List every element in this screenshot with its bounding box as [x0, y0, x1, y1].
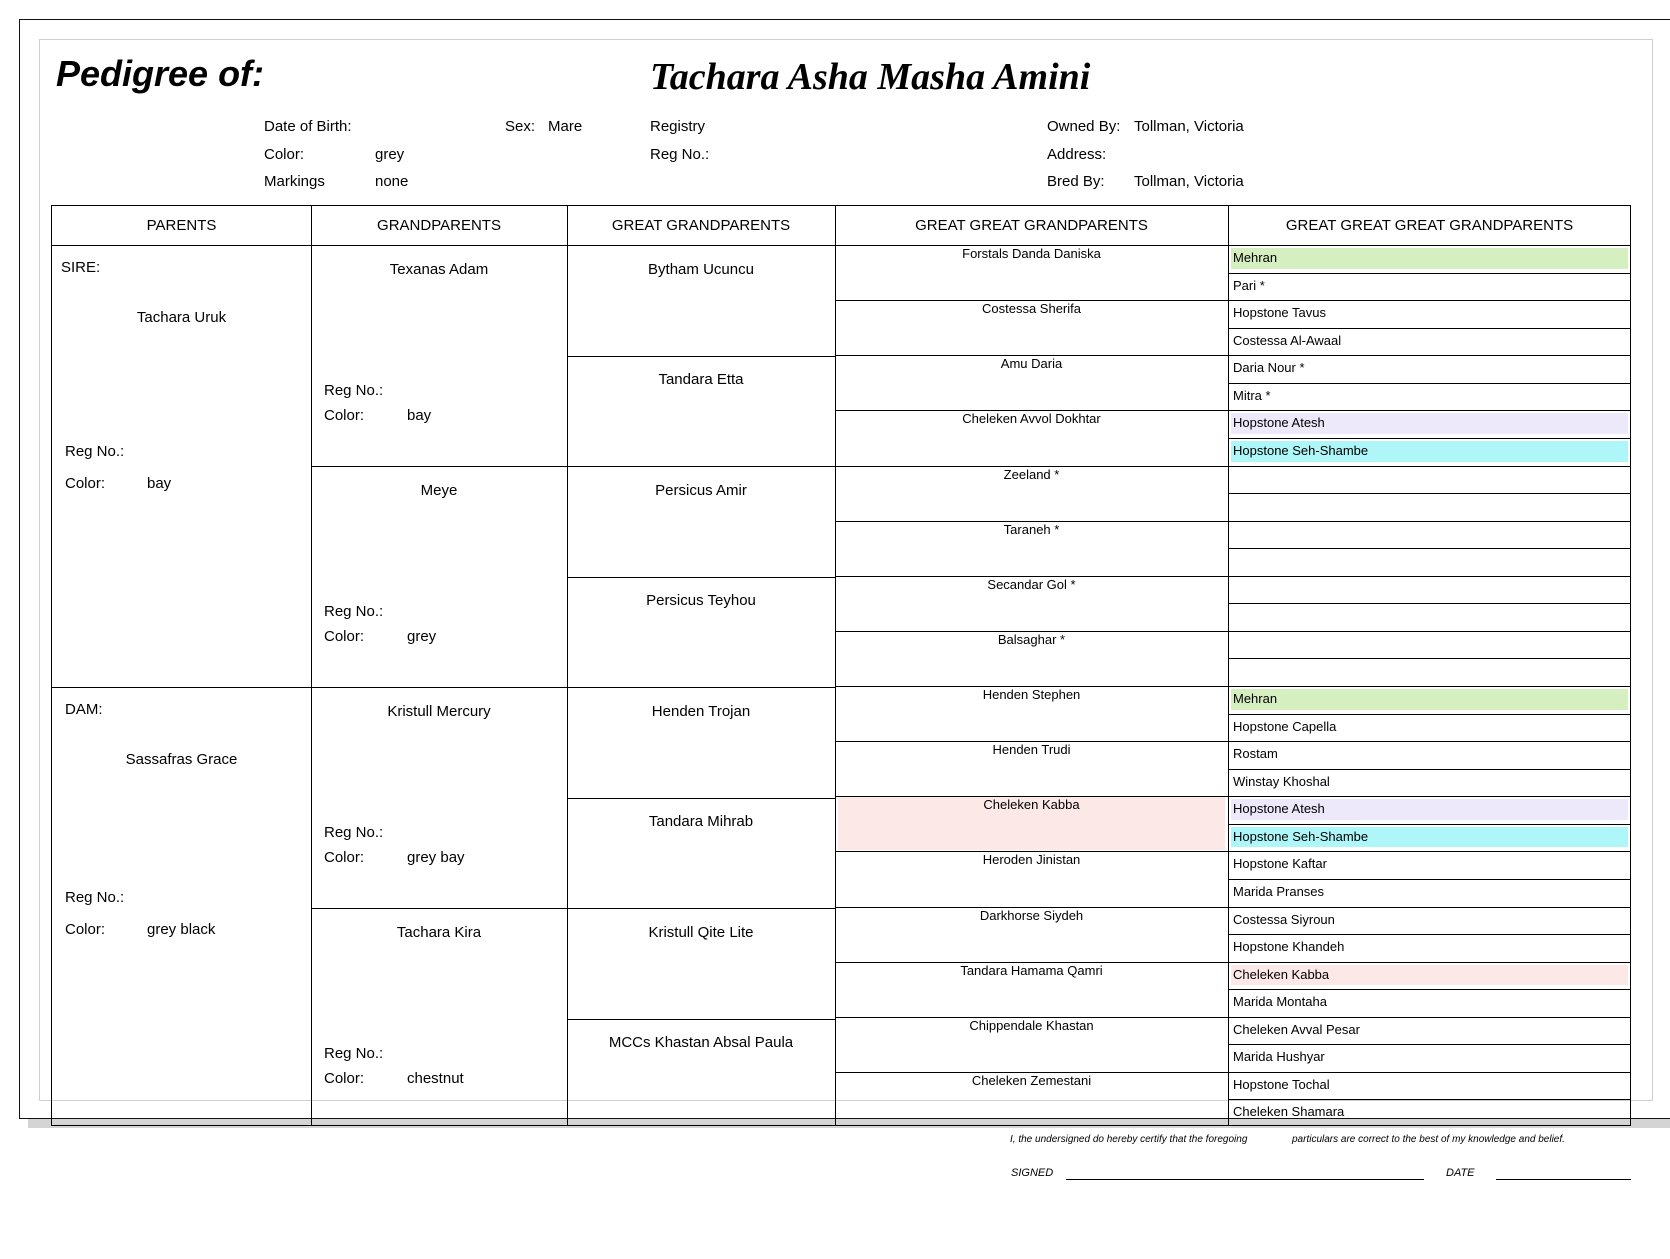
- grandparent-color-label: Color:: [324, 407, 365, 424]
- ggg-divider: [1228, 410, 1631, 411]
- great-great-great-grandparent-cell: [1228, 714, 1631, 742]
- ggg-divider: [1228, 1044, 1631, 1045]
- ggg-divider: [1228, 796, 1631, 797]
- gg-divider: [835, 962, 1228, 963]
- gg-divider: [835, 355, 1228, 356]
- ggg-divider: [1228, 962, 1631, 963]
- great-great-great-grandparent-name: Mehran: [1233, 691, 1278, 706]
- great-great-great-grandparent-cell: [1228, 300, 1631, 328]
- certification-text-part2: particulars are correct to the best of my knowledge and belief.: [1292, 1134, 1565, 1145]
- great-great-great-grandparent-name: Rostam: [1233, 746, 1278, 762]
- gg-divider: [835, 576, 1228, 577]
- bred-by-value: Tollman, Victoria: [1134, 173, 1244, 190]
- great-great-great-grandparent-name: Costessa Siyroun: [1233, 911, 1335, 927]
- great-great-great-grandparent-cell: [1228, 493, 1631, 521]
- sire-color-label: Color:: [65, 475, 106, 492]
- great-great-great-grandparent-cell: [1228, 796, 1631, 824]
- highlight-fill: [1231, 689, 1628, 710]
- gp-divider: [311, 466, 567, 467]
- great-great-grandparent-name: Secandar Gol *: [987, 576, 1076, 592]
- regno-label: Reg No.:: [650, 146, 710, 163]
- ggg-divider: [1228, 466, 1631, 467]
- ggp-divider: [567, 577, 835, 578]
- ggg-divider: [1228, 273, 1631, 274]
- gg-divider: [835, 907, 1228, 908]
- parent-divider: [52, 687, 311, 688]
- col-divider: [311, 206, 312, 1125]
- ggg-divider: [1228, 658, 1631, 659]
- great-great-great-grandparent-name: Mitra *: [1233, 387, 1271, 403]
- gp-divider: [311, 908, 567, 909]
- grandparent-name: Kristull Mercury: [387, 703, 491, 720]
- ggg-divider: [1228, 769, 1631, 770]
- ggg-divider: [1228, 603, 1631, 604]
- great-great-great-grandparent-name: Hopstone Atesh: [1233, 415, 1325, 431]
- gg-divider: [835, 796, 1228, 797]
- gg-divider: [835, 521, 1228, 522]
- great-great-great-grandparent-cell: [1228, 466, 1631, 494]
- great-great-grandparent-cell: [835, 521, 1228, 576]
- great-great-grandparent-cell: [835, 576, 1228, 631]
- great-great-great-grandparent-name: Cheleken Shamara: [1233, 1104, 1345, 1120]
- dam-color-value: grey black: [147, 921, 216, 938]
- great-great-grandparent-name: Chippendale Khastan: [969, 1017, 1094, 1033]
- pedigree-grid: [51, 205, 1631, 1126]
- great-grandparent-name: Henden Trojan: [651, 703, 751, 720]
- great-great-grandparent-cell: [835, 466, 1228, 521]
- dam-role-label: DAM:: [65, 701, 103, 718]
- great-great-great-grandparent-name: Daria Nour *: [1233, 360, 1305, 376]
- great-great-great-grandparent-cell: [1228, 383, 1631, 411]
- great-great-great-grandparent-name: Marida Pranses: [1233, 883, 1325, 899]
- great-great-great-grandparent-cell: [1228, 1072, 1631, 1100]
- ggg-divider: [1228, 989, 1631, 990]
- great-great-great-grandparent-name: Cheleken Kabba: [1233, 966, 1330, 982]
- great-great-grandparent-name: Balsaghar *: [997, 631, 1066, 647]
- great-great-great-grandparent-cell: [1228, 438, 1631, 466]
- great-great-great-grandparent-cell: [1228, 576, 1631, 604]
- ggp-divider: [567, 687, 835, 688]
- grandparent-color-label: Color:: [324, 1070, 365, 1087]
- ggg-divider: [1228, 851, 1631, 852]
- great-great-great-grandparent-name: Pari *: [1233, 277, 1265, 293]
- grandparent-regno-label: Reg No.:: [324, 1045, 384, 1062]
- dam-regno-label: Reg No.:: [65, 889, 125, 906]
- great-great-great-grandparent-cell: [1228, 1099, 1631, 1127]
- great-great-great-grandparent-name: Hopstone Khandeh: [1233, 939, 1345, 955]
- great-great-grandparent-cell: [835, 962, 1228, 1017]
- gg-divider: [835, 686, 1228, 687]
- sex-value: Mare: [548, 118, 583, 135]
- great-great-grandparent-name: Heroden Jinistan: [982, 852, 1081, 868]
- gg-divider: [835, 631, 1228, 632]
- dam-color-label: Color:: [65, 921, 106, 938]
- grandparent-name: Texanas Adam: [389, 261, 489, 278]
- great-grandparent-name: Tandara Etta: [658, 371, 744, 388]
- great-great-grandparent-name: Henden Stephen: [982, 687, 1081, 702]
- great-great-grandparent-name: Forstals Danda Daniska: [962, 246, 1101, 261]
- great-great-great-grandparent-cell: [1228, 851, 1631, 879]
- great-great-grandparent-cell: [835, 631, 1228, 686]
- gg-divider: [835, 410, 1228, 411]
- great-great-grandparent-name: Cheleken Avvol Dokhtar: [962, 411, 1101, 427]
- grandparent-regno-label: Reg No.:: [324, 382, 384, 399]
- great-great-grandparent-name: Taraneh *: [1003, 521, 1060, 537]
- great-great-great-grandparent-name: Hopstone Seh-Shambe: [1233, 442, 1369, 458]
- great-great-grandparent-name: Darkhorse Siydeh: [979, 907, 1084, 923]
- ggg-divider: [1228, 438, 1631, 439]
- ggg-divider: [1228, 631, 1631, 632]
- certification-text-part1: I, the undersigned do hereby certify that the foregoing: [1010, 1134, 1248, 1145]
- great-great-grandparent-cell: [835, 1072, 1228, 1127]
- great-great-great-grandparent-cell: [1228, 328, 1631, 356]
- great-great-grandparent-name: Zeeland *: [1003, 466, 1060, 482]
- great-great-grandparent-cell: [835, 1017, 1228, 1072]
- col-header-grandparents: GRANDPARENTS: [377, 217, 501, 234]
- great-great-grandparent-cell: [835, 796, 1228, 851]
- sire-name: Tachara Uruk: [136, 309, 227, 326]
- grandparent-color-value: grey bay: [407, 849, 465, 866]
- great-great-grandparent-name: Henden Trudi: [992, 742, 1071, 758]
- signed-label: SIGNED: [1011, 1167, 1054, 1179]
- signature-line[interactable]: [1066, 1179, 1424, 1180]
- horse-name: Tachara Asha Masha Amini: [650, 56, 1091, 98]
- ggp-divider: [567, 908, 835, 909]
- sire-regno-label: Reg No.:: [65, 443, 125, 460]
- date-label: DATE: [1446, 1167, 1475, 1179]
- great-great-great-grandparent-cell: [1228, 962, 1631, 990]
- ggg-divider: [1228, 300, 1631, 301]
- ggg-divider: [1228, 328, 1631, 329]
- great-great-great-grandparent-cell: [1228, 741, 1631, 769]
- gg-divider: [835, 851, 1228, 852]
- col-header-parents: PARENTS: [146, 217, 217, 234]
- col-header-great-grandparents: GREAT GRANDPARENTS: [611, 217, 791, 234]
- great-great-grandparent-name: Cheleken Kabba: [983, 797, 1080, 813]
- grandparent-color-value: chestnut: [407, 1070, 464, 1087]
- ggg-divider: [1228, 355, 1631, 356]
- great-great-great-grandparent-cell: [1228, 603, 1631, 631]
- color-label: Color:: [264, 146, 305, 163]
- great-great-grandparent-cell: [835, 410, 1228, 465]
- grandparent-name: Meye: [420, 482, 458, 499]
- grandparent-color-label: Color:: [324, 849, 365, 866]
- title-label: Pedigree of:: [56, 53, 265, 94]
- great-great-great-grandparent-cell: [1228, 1017, 1631, 1045]
- great-great-grandparent-cell: [835, 907, 1228, 962]
- ggg-divider: [1228, 907, 1631, 908]
- grandparent-color-label: Color:: [324, 628, 365, 645]
- great-great-great-grandparent-cell: [1228, 686, 1631, 714]
- grandparent-name: Tachara Kira: [396, 924, 482, 941]
- ggg-divider: [1228, 548, 1631, 549]
- great-great-great-grandparent-name: Hopstone Capella: [1233, 718, 1337, 734]
- great-great-great-grandparent-cell: [1228, 410, 1631, 438]
- ggg-divider: [1228, 383, 1631, 384]
- great-grandparent-name: Persicus Teyhou: [646, 592, 756, 609]
- address-label: Address:: [1047, 146, 1107, 163]
- great-great-great-grandparent-name: Hopstone Tavus: [1233, 305, 1326, 321]
- col-divider: [567, 206, 568, 1125]
- great-great-great-grandparent-name: Hopstone Seh-Shambe: [1233, 828, 1369, 844]
- great-great-great-grandparent-cell: [1228, 824, 1631, 852]
- date-line[interactable]: [1496, 1179, 1631, 1180]
- great-great-grandparent-name: Costessa Sherifa: [982, 301, 1081, 317]
- sire-role-label: SIRE:: [61, 259, 101, 276]
- gg-divider: [835, 1017, 1228, 1018]
- great-great-great-grandparent-name: Hopstone Tochal: [1233, 1076, 1330, 1092]
- gg-divider: [835, 1072, 1228, 1073]
- ggp-divider: [567, 356, 835, 357]
- great-grandparent-name: Kristull Qite Lite: [648, 924, 754, 941]
- sex-label: Sex:: [505, 118, 536, 135]
- great-great-great-grandparent-cell: [1228, 548, 1631, 576]
- great-great-grandparent-cell: [835, 686, 1228, 741]
- great-great-great-grandparent-name: Hopstone Kaftar: [1233, 856, 1327, 872]
- dob-label: Date of Birth:: [264, 118, 352, 135]
- ggp-divider: [567, 798, 835, 799]
- ggg-divider: [1228, 1099, 1631, 1100]
- ggp-divider: [567, 466, 835, 467]
- grandparent-color-value: bay: [407, 407, 432, 424]
- great-grandparent-name: Tandara Mihrab: [648, 813, 754, 830]
- col-header-great-great-great-grandparents: GREAT GREAT GREAT GRANDPARENTS: [1285, 217, 1574, 234]
- great-great-great-grandparent-name: Hopstone Atesh: [1233, 801, 1325, 817]
- markings-label: Markings: [264, 173, 325, 190]
- registry-label: Registry: [650, 118, 706, 135]
- great-great-great-grandparent-cell: [1228, 989, 1631, 1017]
- great-great-great-grandparent-name: Winstay Khoshal: [1233, 773, 1330, 789]
- ggg-divider: [1228, 879, 1631, 880]
- ggg-divider: [1228, 1072, 1631, 1073]
- great-great-great-grandparent-cell: [1228, 1044, 1631, 1072]
- ggg-divider: [1228, 493, 1631, 494]
- great-great-grandparent-name: Amu Daria: [1000, 356, 1063, 372]
- ggg-divider: [1228, 824, 1631, 825]
- bred-by-label: Bred By:: [1047, 173, 1105, 190]
- great-great-great-grandparent-name: Costessa Al-Awaal: [1233, 332, 1342, 348]
- great-great-great-grandparent-cell: [1228, 879, 1631, 907]
- highlight-fill: [1231, 248, 1628, 269]
- ggg-divider: [1228, 1017, 1631, 1018]
- great-great-great-grandparent-cell: [1228, 934, 1631, 962]
- dam-name: Sassafras Grace: [125, 751, 238, 768]
- ggg-divider: [1228, 741, 1631, 742]
- great-great-grandparent-cell: [835, 851, 1228, 906]
- ggg-divider: [1228, 934, 1631, 935]
- great-great-great-grandparent-name: Marida Montaha: [1233, 994, 1327, 1010]
- great-great-great-grandparent-cell: [1228, 245, 1631, 273]
- col-header-great-great-grandparents: GREAT GREAT GRANDPARENTS: [915, 217, 1148, 234]
- gg-divider: [835, 300, 1228, 301]
- great-great-great-grandparent-name: Marida Hushyar: [1233, 1049, 1325, 1065]
- ggg-divider: [1228, 521, 1631, 522]
- great-great-great-grandparent-cell: [1228, 658, 1631, 686]
- ggg-divider: [1228, 576, 1631, 577]
- great-great-great-grandparent-cell: [1228, 273, 1631, 301]
- grandparent-color-value: grey: [407, 628, 437, 645]
- owned-by-value: Tollman, Victoria: [1134, 118, 1244, 135]
- color-value: grey: [375, 146, 405, 163]
- ggg-divider: [1228, 686, 1631, 687]
- owned-by-label: Owned By:: [1047, 118, 1121, 135]
- sire-color-value: bay: [147, 475, 172, 492]
- great-grandparent-name: Bytham Ucuncu: [648, 261, 754, 278]
- great-grandparent-name: MCCs Khastan Absal Paula: [608, 1034, 794, 1051]
- grandparent-regno-label: Reg No.:: [324, 824, 384, 841]
- great-great-great-grandparent-cell: [1228, 631, 1631, 659]
- great-great-grandparent-cell: [835, 355, 1228, 410]
- great-great-great-grandparent-cell: [1228, 355, 1631, 383]
- great-great-great-grandparent-cell: [1228, 521, 1631, 549]
- gp-divider: [311, 687, 567, 688]
- great-great-grandparent-name: Tandara Hamama Qamri: [960, 962, 1103, 978]
- great-great-great-grandparent-cell: [1228, 907, 1631, 935]
- great-great-great-grandparent-cell: [1228, 769, 1631, 797]
- great-great-grandparent-cell: [835, 245, 1228, 300]
- ggp-divider: [567, 1019, 835, 1020]
- great-great-great-grandparent-name: Cheleken Avval Pesar: [1233, 1021, 1360, 1037]
- gg-divider: [835, 741, 1228, 742]
- grandparent-regno-label: Reg No.:: [324, 603, 384, 620]
- great-great-great-grandparent-name: Mehran: [1233, 250, 1278, 265]
- ggg-divider: [1228, 714, 1631, 715]
- great-great-grandparent-cell: [835, 300, 1228, 355]
- great-grandparent-name: Persicus Amir: [655, 482, 747, 499]
- great-great-grandparent-cell: [835, 741, 1228, 796]
- markings-value: none: [375, 173, 409, 190]
- great-great-grandparent-name: Cheleken Zemestani: [971, 1072, 1092, 1088]
- gg-divider: [835, 466, 1228, 467]
